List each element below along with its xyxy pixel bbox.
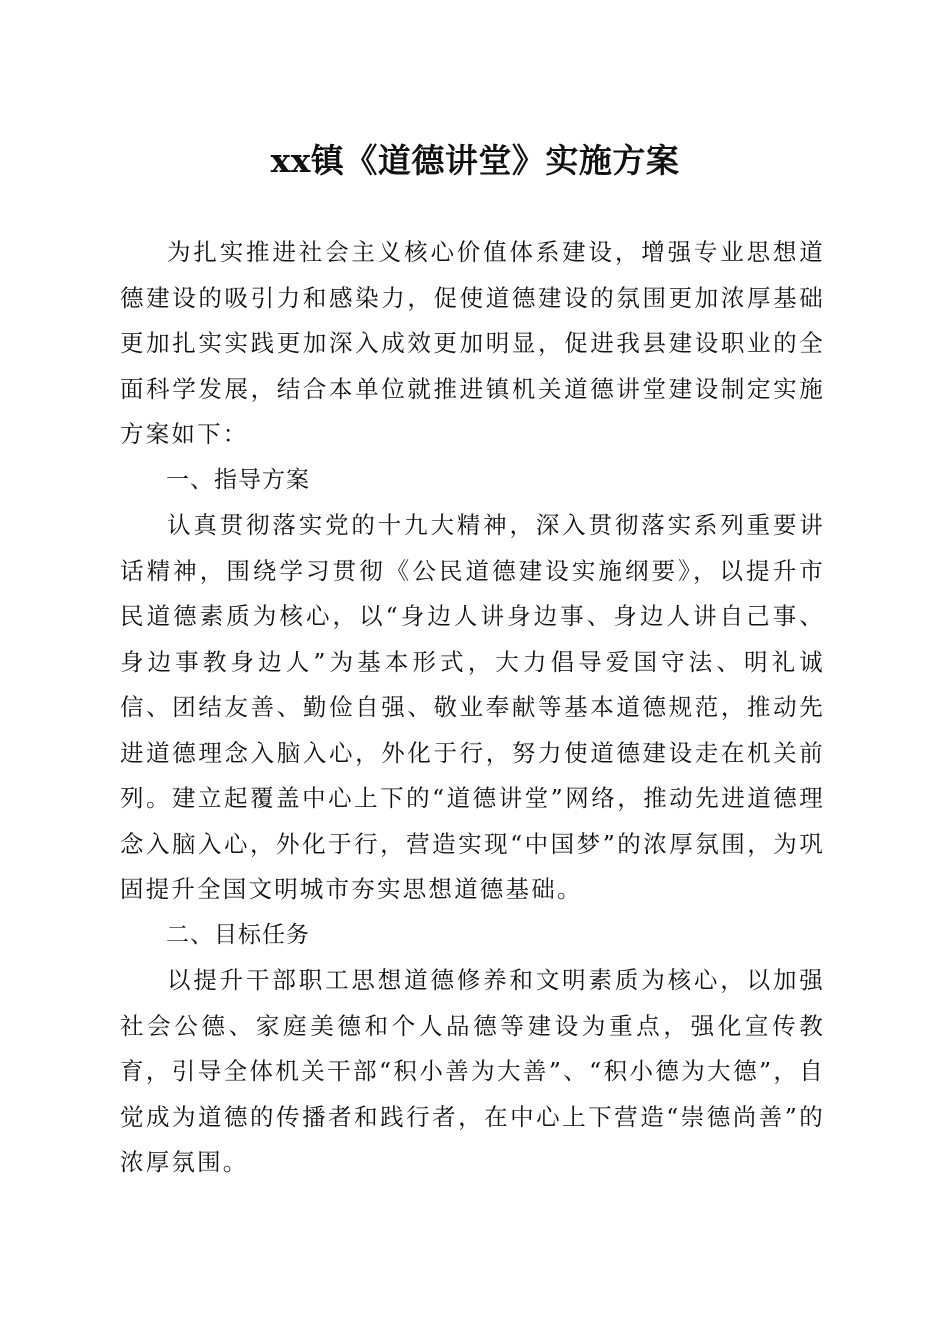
intro-paragraph: 为扎实推进社会主义核心价值体系建设，增强专业思想道德建设的吸引力和感染力，促使道德建设的氛围更加浓厚基础更加扎实实践更加深入成效更加明显，促进我县建设职业的全面科学发展，结合本单位就推进镇机关道德讲堂建设制定实施方案如下： [120, 238, 825, 448]
section-paragraph-guidance: 认真贯彻落实党的十九大精神，深入贯彻落实系列重要讲话精神，围绕学习贯彻《公民道德建设实施纲要》，以提升市民道德素质为核心，以“身边人讲身边事、身边人讲自己事、身边事教身边人”为基本形式，大力倡导爱国守法、明礼诚信、团结友善、勤俭自强、敬业奉献等基本道德规范，推动先进道德理念入脑入心，外化于行，努力使道德建设走在机关前列。建立起覆盖中心上下的“道德讲堂”网络，推动先进道德理念入脑入心，外化于行，营造实现“中国梦”的浓厚氛围，为巩固提升全国文明城市夯实思想道德基础。 [120, 511, 825, 903]
section-heading-goals: 二、目标任务 [166, 921, 310, 948]
section-heading-guidance: 一、指导方案 [166, 466, 310, 493]
section-paragraph-goals: 以提升干部职工思想道德修养和文明素质为核心，以加强社会公德、家庭美德和个人品德等建设为重点，强化宣传教育，引导全体机关干部“积小善为大善”、“积小德为大德”，自觉成为道德的传播者和践行者，在中心上下营造“崇德尚善”的浓厚氛围。 [120, 966, 825, 1176]
document-body [120, 230, 825, 1186]
document-title: xx镇《道德讲堂》实施方案 [270, 141, 680, 180]
